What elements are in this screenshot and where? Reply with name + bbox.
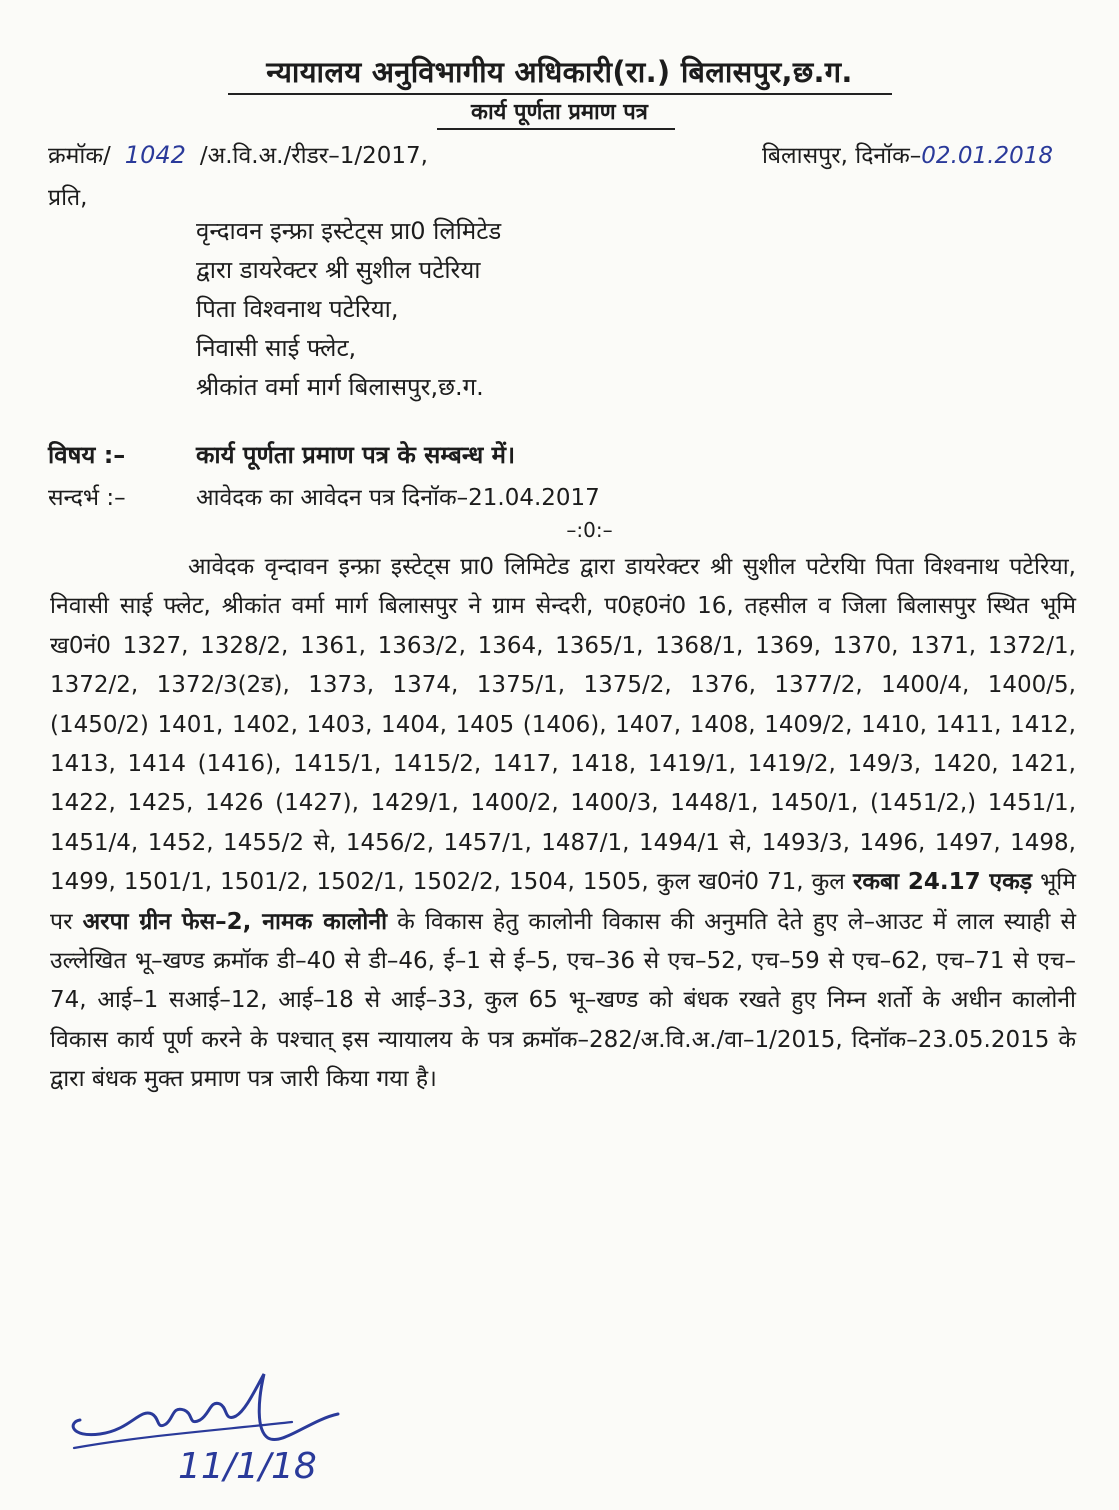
body-text-1: आवेदक वृन्दावन इन्फ्रा इस्टेट्स प्रा0 लिमिटेड द्वारा डायरेक्टर श्री सुशील पटेरयिा पिता विश्वनाथ पटेरिया, निवासी साई फ्लेट, श्रीकांत वर्मा मार्ग बिलासपुर ने ग्राम सेन्दरी, प0ह0नं0 16, तहसील व जिला बिलासपुर स्थित भूमि ख0नं0 1327, 1328/2, 1361, 1363/2, 1364, 1365/1, 1368/1, 1369, 1370, 1371, 1372/1, 1372/2, 1372/3(2ड), 1373, 1374, 1375/1, 1375/2, 1376, 1377/2, 1400/4, 1400/5, (1450/2) 1401, 1402, 1403, 1404, 1405 (1406), 1407, 1408, 1409/2, 1410, 1411, 1412, 1413, 1414 (1416), 1415/1, 1415/2, 1417, 1418, 1419/1, 1419/2, 149/3, 1420, 1421, 1422, 1425, 1426 (1427), 1429/1, 1400/2, 1400/3, 1448/1, 1450/1, (1451/2,) 1451/1, 1451/4, 1452, 1455/2 से, 1456/2, 1457/1, 1487/1, 1494/1 से, 1493/3, 1496, 1497, 1498, 1499, 1501/1, 1501/2, 1502/1, 1502/2, 1504, 1505, कुल ख0नं0 71, कुल [50, 554, 1076, 896]
address-line: पिता विश्वनाथ पटेरिया, [196, 295, 399, 323]
body-text-2: भूमि पर [50, 869, 1076, 935]
place-date-label: बिलासपुर, दिनॉक– [761, 143, 922, 169]
body-bold-colony: अरपा ग्रीन फेस–2, नामक कालोनी [82, 908, 388, 935]
reference-prefix: क्रमॉक/ [48, 143, 111, 169]
court-title: न्यायालय अनुविभागीय अधिकारी(रा.) बिलासपुर,छ.ग. [266, 55, 853, 89]
handwritten-signature [60, 1360, 360, 1490]
signature-date: 11/1/18 [178, 1446, 317, 1487]
address-line: निवासी साई फ्लेट, [196, 334, 357, 362]
subject-label: विषय :– [48, 441, 126, 469]
reference-number [48, 138, 428, 170]
reference-suffix: /अ.वि.अ./रीडर–1/2017, [199, 143, 428, 169]
reference-letter-line [48, 480, 1048, 512]
title-underline [228, 93, 892, 95]
reference-letter-text: आवेदक का आवेदन पत्र दिनॉक–21.04.2017 [196, 485, 600, 511]
subtitle-underline [437, 128, 675, 130]
certificate-title: कार्य पूर्णता प्रमाण पत्र [471, 100, 648, 125]
body-bold-area: रकबा 24.17 एकड़ [852, 869, 1033, 896]
subject-text: कार्य पूर्णता प्रमाण पत्र के सम्बन्ध में। [196, 441, 516, 469]
address-line: वृन्दावन इन्फ्रा इस्टेट्स प्रा0 लिमिटेड [196, 217, 502, 245]
section-separator: –:0:– [566, 518, 613, 542]
signature-stroke [73, 1374, 338, 1440]
subject-line [48, 438, 1048, 471]
address-line: श्रीकांत वर्मा मार्ग बिलासपुर,छ.ग. [196, 373, 484, 401]
body-paragraph [50, 548, 1076, 1100]
recipient-label: प्रति, [48, 185, 88, 211]
reference-line [48, 132, 1071, 172]
letter-date: 02.01.2018 [921, 143, 1053, 169]
address-line: द्वारा डायरेक्टर श्री सुशील पटेरिया [196, 256, 481, 284]
reference-letter-label: सन्दर्भ :– [48, 485, 126, 511]
body-text-3: के विकास हेतु कालोनी विकास की अनुमति देते हुए ले–आउट में लाल स्याही से उल्लेखित भू–खण्ड क्रमॉक डी–40 से डी–46, ई–1 से ई–5, एच–36 से एच–52, एच–59 से एच–62, एच–71 से एच–74, आई–1 सआई–12, आई–18 से आई–33, कुल 65 भू–खण्ड को बंधक रखते हुए निम्न शर्तो के अधीन कालोनी विकास कार्य पूर्ण करने के पश्चात् इस न्यायालय के पत्र क्रमॉक–282/अ.वि.अ./वा–1/2015, दिनॉक–23.05.2015 के द्वारा बंधक मुक्त प्रमाण पत्र जारी किया गया है। [50, 908, 1077, 1093]
reference-handwritten-number: 1042 [124, 141, 186, 169]
recipient-address [196, 212, 501, 407]
place-date [762, 138, 1053, 170]
signature-underline [74, 1422, 292, 1448]
